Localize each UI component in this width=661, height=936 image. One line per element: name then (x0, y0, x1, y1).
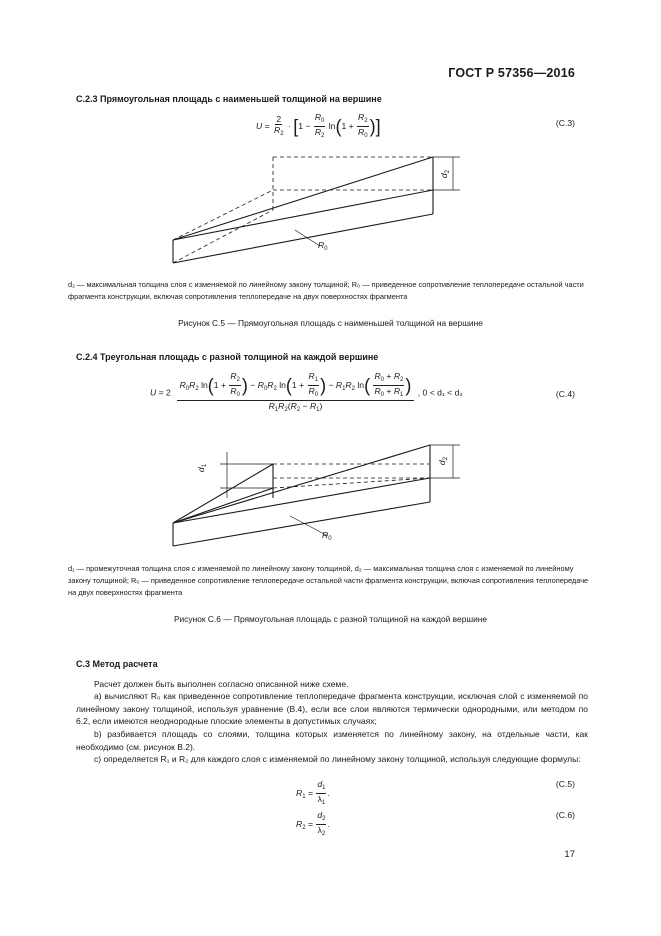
equation-c6: $R_2$ = $\frac{d_2}{\lambda_2}$ . (296, 810, 330, 837)
section-heading-c3: С.3 Метод расчета (76, 659, 158, 669)
figure-c5 (160, 150, 470, 270)
equation-c4: U = 2 $R_0R_2$ ln(1 + $\frac{R_2}{R_0}$ ) − $R_0R_2$ ln(1 + $\frac{R_1}{R_0}$ ) − $R_1R_2$ ln( $\frac{R_0 + R_2}{R_0 + R_1}$ ) $R_1R_2(R_2 - R_1)$ , 0 < d₁ < d₂ (150, 371, 463, 413)
equation-number-c4: (С.4) (555, 389, 575, 399)
figure-c5-r0-label: $R_0$ (318, 240, 328, 252)
paragraph-b: b) разбивается площадь со слоями, толщина которых изменяется по линейному закону, на отдельные части, как необходимо (см. рисунок В.2). (76, 729, 588, 752)
equation-c3: U = $\frac{2}{R_2}$ · [1 − $\frac{R_0}{R_2}$ ln(1 + $\frac{R_2}{R_0}$ )] (256, 112, 381, 139)
page-number: 17 (564, 849, 575, 860)
equation-c5: $R_1$ = $\frac{d_1}{\lambda_1}$ . (296, 779, 330, 806)
figure-c5-d2-label: $d_2$ (439, 169, 452, 179)
equation-number-c5: (С.5) (555, 779, 575, 789)
paragraph-a: а) вычисляют R₀ как приведенное сопротивление теплопередаче фрагмента конструкции, исключая слой с изменяемой по линейному закону толщиной, используя уравнение (В.4), если все слои являются термически однородными, или методом по 6.2, если имеются неоднородные плоские элементы в допустимых случаях; (76, 691, 588, 727)
figure-c6 (160, 438, 470, 558)
equation-number-c6: (С.6) (555, 810, 575, 820)
figure-c6-d1-label: $d_1$ (196, 463, 209, 473)
paragraph-c: с) определяется R₁ и R₂ для каждого слоя с изменяемой по линейному закону толщиной, используя следующие формулы: (94, 754, 581, 764)
figure-c6-r0-label: $R_0$ (322, 530, 332, 542)
figure-c6-d2-label: $d_2$ (437, 456, 450, 466)
figure-c5-note: d₂ — максимальная толщина слоя с изменяемой по линейному закону толщиной; R₀ — приведенное сопротивление теплопередаче остальной части фрагмента конструкции, включая сопротивления теплопередаче на двух поверхностях фрагмента (68, 280, 584, 301)
figure-c6-note: d₁ — промежуточная толщина слоя с изменяемой по линейному закону толщиной, d₂ — максимальная толщина слоя с изменяемой по линейному закону толщиной; R₀ — приведенное сопротивление теплопередаче остальной части фрагмента конструкции, включая сопротивления теплопередаче на двух поверхностях фрагмента (68, 564, 589, 597)
equation-number-c3: (С.3) (555, 118, 575, 128)
paragraph-intro: Расчет должен быть выполнен согласно описанной ниже схеме. (94, 679, 349, 689)
figure-c6-caption: Рисунок С.6 — Прямоугольная площадь с разной толщиной на каждой вершине (173, 614, 488, 624)
section-heading-c24: С.2.4 Треугольная площадь с разной толщиной на каждой вершине (76, 352, 379, 362)
figure-c5-caption: Рисунок С.5 — Прямоугольная площадь с наименьшей толщиной на вершине (178, 318, 483, 328)
standard-header: ГОСТ Р 57356—2016 (448, 66, 575, 80)
section-heading-c23: С.2.3 Прямоугольная площадь с наименьшей толщиной на вершине (76, 94, 382, 104)
